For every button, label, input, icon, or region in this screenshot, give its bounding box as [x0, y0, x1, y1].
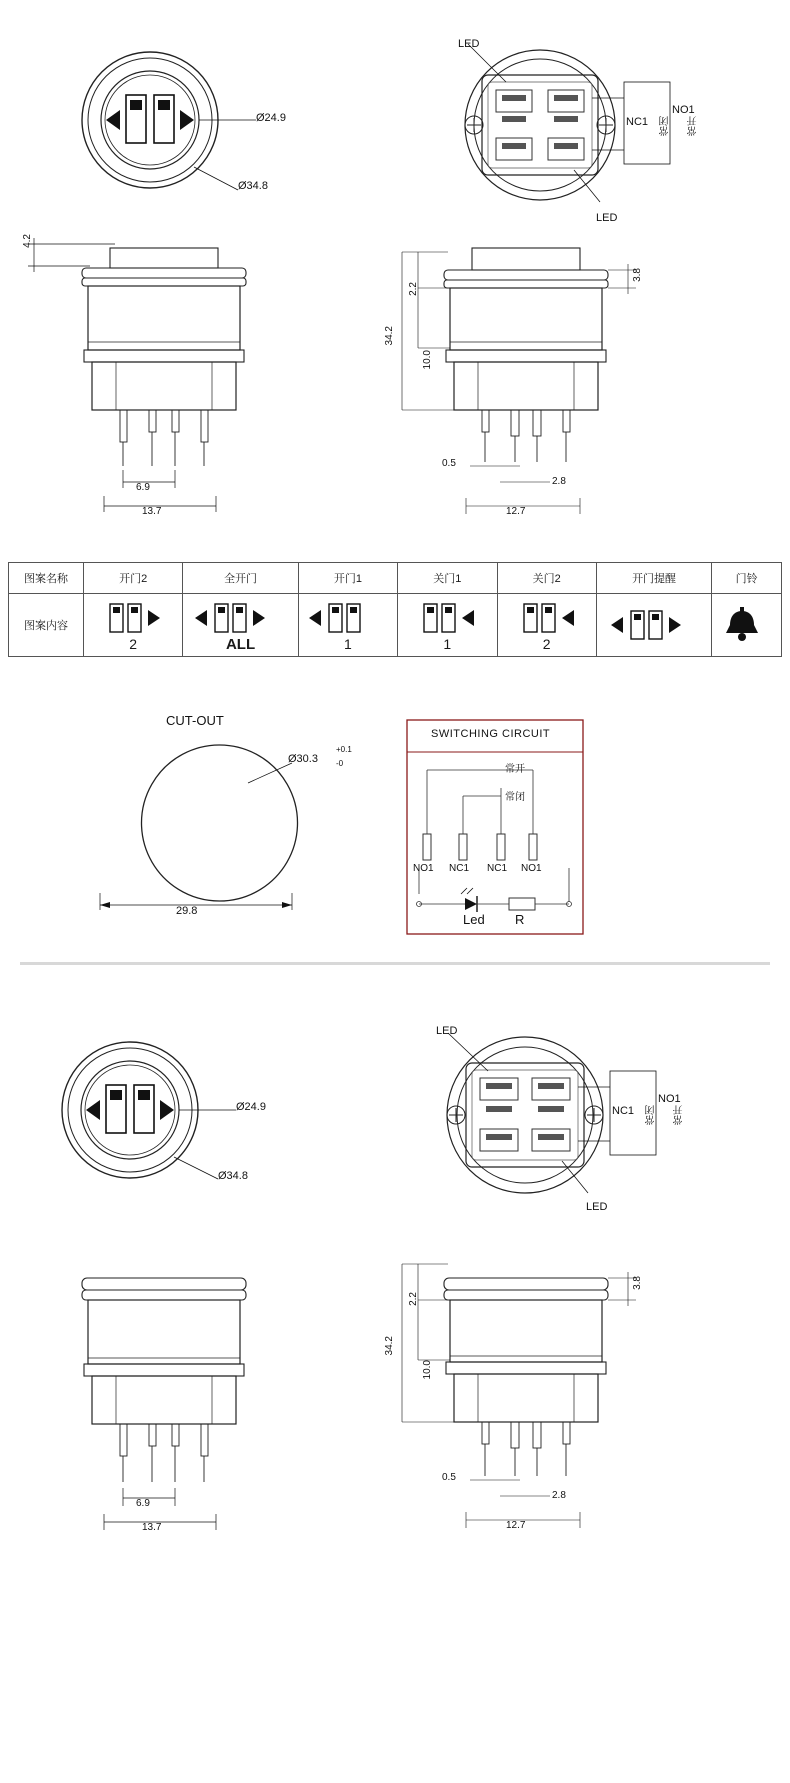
bottom-rear-terminal-nc1: NC1: [612, 1105, 635, 1117]
cutout-diameter: Ø30.3: [288, 753, 318, 765]
pattern-caption-3: 1: [443, 636, 452, 652]
top-right-dim-2-8: 2.8: [552, 476, 566, 487]
circuit-resistor-label: R: [515, 912, 525, 927]
bottom-rear-led-top-label: LED: [436, 1025, 458, 1037]
top-side-view-right: [370, 230, 670, 530]
pattern-name-2: 开门1: [298, 563, 397, 594]
pattern-name-4: 关门2: [497, 563, 596, 594]
top-right-dim-12-7: 12.7: [506, 506, 526, 517]
cutout-tol-minus: -0: [336, 759, 344, 768]
bottom-rear-led-bottom-label: LED: [586, 1201, 608, 1213]
bottom-right-dim-2-2: 2.2: [408, 1292, 419, 1306]
top-right-dim-34-2: 34.2: [384, 326, 395, 346]
top-left-dim-13-7: 13.7: [142, 506, 162, 517]
bottom-right-dim-34-2: 34.2: [384, 1336, 395, 1356]
top-front-outer-diameter: Ø34.8: [238, 180, 268, 192]
circuit-terminal-2: NC1: [487, 863, 508, 874]
pattern-icon-3: [398, 594, 497, 657]
pattern-icon-4: [497, 594, 596, 657]
circuit-led-label: Led: [463, 912, 485, 927]
bottom-rear-terminal-no1: NO1: [658, 1093, 681, 1105]
circuit-title: SWITCHING CIRCUIT: [431, 728, 551, 740]
bottom-right-dim-10-0: 10.0: [422, 1360, 433, 1380]
bottom-right-dim-12-7: 12.7: [506, 1520, 526, 1531]
top-left-dim-6-9: 6.9: [136, 482, 150, 493]
bottom-front-outer-diameter: Ø34.8: [218, 1170, 248, 1182]
top-right-dim-0-5: 0.5: [442, 458, 456, 469]
pattern-name-1: 全开门: [183, 563, 298, 594]
bottom-rear-terminal-no1-cn: 常开: [674, 1105, 685, 1125]
circuit-terminal-0: NO1: [413, 863, 434, 874]
pattern-row-header-name: 图案名称: [9, 563, 84, 594]
bottom-rear-terminal-nc1-cn: 常闭: [646, 1105, 657, 1125]
top-front-inner-diameter: Ø24.9: [256, 112, 286, 124]
cutout-width: 29.8: [176, 905, 198, 917]
pattern-caption-0: 2: [129, 636, 138, 652]
top-front-view: [60, 20, 320, 220]
top-side-view-left: [20, 230, 310, 520]
top-right-dim-3-8: 3.8: [632, 268, 643, 282]
pattern-content-row: [9, 594, 782, 657]
top-left-dim-4-2: 4.2: [22, 234, 33, 248]
bottom-side-view-left: [20, 1248, 310, 1548]
top-rear-led-top-label: LED: [458, 38, 480, 50]
circuit-normally-closed-cn: 常闭: [505, 792, 525, 803]
bottom-front-view: [40, 1015, 320, 1215]
bottom-right-dim-3-8: 3.8: [632, 1276, 643, 1290]
pattern-name-0: 开门2: [84, 563, 183, 594]
bottom-rear-view: [390, 1005, 710, 1230]
bottom-left-dim-13-7: 13.7: [142, 1522, 162, 1533]
top-rear-terminal-no1: NO1: [672, 104, 695, 116]
cutout-tol-plus: +0.1: [336, 745, 352, 754]
pattern-caption-4: 2: [542, 636, 551, 652]
switching-circuit: [405, 718, 585, 936]
cutout-view: [60, 705, 360, 935]
top-rear-terminal-no1-cn: 常开: [688, 116, 699, 136]
pattern-name-5: 开门提醒: [596, 563, 711, 594]
top-right-dim-2-2: 2.2: [408, 282, 419, 296]
pattern-icon-5: [596, 594, 711, 657]
pattern-icon-2: [298, 594, 397, 657]
bottom-left-dim-6-9: 6.9: [136, 1498, 150, 1509]
pattern-table: [8, 562, 782, 657]
bottom-right-dim-2-8: 2.8: [552, 1490, 566, 1501]
bottom-right-dim-0-5: 0.5: [442, 1472, 456, 1483]
pattern-icon-1: [183, 594, 298, 657]
pattern-icon-0: [84, 594, 183, 657]
pattern-row-header-content: 图案内容: [9, 594, 84, 657]
circuit-normally-open-cn: 常开: [505, 764, 525, 775]
top-rear-view: [410, 20, 710, 240]
circuit-terminal-3: NO1: [521, 863, 542, 874]
cutout-title: CUT-OUT: [166, 713, 224, 728]
top-rear-terminal-nc1: NC1: [626, 116, 649, 128]
pattern-name-6: 门铃: [712, 563, 782, 594]
pattern-caption-1: ALL: [225, 635, 256, 653]
top-right-dim-10-0: 10.0: [422, 350, 433, 370]
pattern-icon-6-bell-icon: [712, 594, 782, 657]
pattern-name-row: [9, 563, 782, 594]
bottom-front-inner-diameter: Ø24.9: [236, 1101, 266, 1113]
pattern-caption-2: 1: [344, 636, 352, 652]
section-divider: [20, 962, 770, 965]
top-rear-led-bottom-label: LED: [596, 212, 618, 224]
circuit-terminal-1: NC1: [449, 863, 470, 874]
bottom-side-view-right: [370, 1248, 670, 1548]
pattern-name-3: 关门1: [398, 563, 497, 594]
top-rear-terminal-nc1-cn: 常闭: [660, 116, 671, 136]
